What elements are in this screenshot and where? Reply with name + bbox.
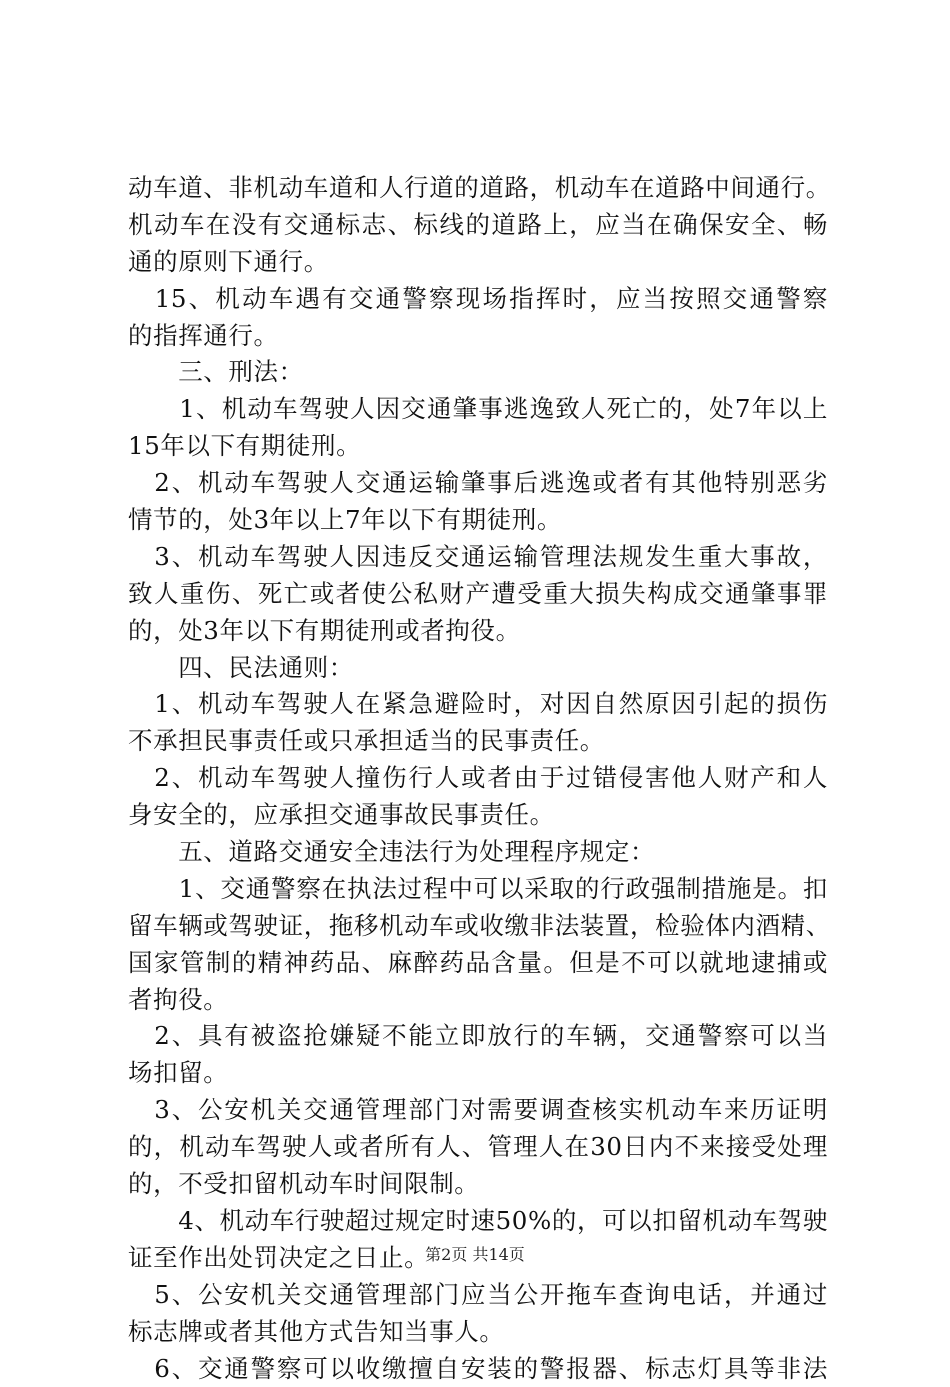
text-line: 6、交通警察可以收缴擅自安装的警报器、标志灯具等非法 [128,1351,828,1387]
page-number-footer: 第2页 共14页 [0,1242,950,1265]
text-line: 的，不受扣留机动车时间限制。 [128,1166,828,1203]
document-body [128,170,828,1387]
text-line: 1、机动车驾驶人因交通肇事逃逸致人死亡的，处7年以上 [128,391,828,428]
text-line: 者拘役。 [128,982,828,1019]
text-line: 2、具有被盗抢嫌疑不能立即放行的车辆，交通警察可以当 [128,1018,828,1055]
text-line: 国家管制的精神药品、麻醉药品含量。但是不可以就地逮捕或 [128,945,828,982]
text-line: 15、机动车遇有交通警察现场指挥时，应当按照交通警察 [128,281,828,318]
text-line: 致人重伤、死亡或者使公私财产遭受重大损失构成交通肇事罪 [128,576,828,613]
section-heading: 五、道路交通安全违法行为处理程序规定： [128,834,828,871]
text-line: 15年以下有期徒刑。 [128,428,828,465]
text-line: 证至作出处罚决定之日止。 [128,1240,828,1277]
section-heading: 三、刑法： [128,354,828,391]
text-line: 场扣留。 [128,1055,828,1092]
text-line: 2、机动车驾驶人交通运输肇事后逃逸或者有其他特别恶劣 [128,465,828,502]
text-line: 留车辆或驾驶证，拖移机动车或收缴非法装置，检验体内酒精、 [128,908,828,945]
text-line: 2、机动车驾驶人撞伤行人或者由于过错侵害他人财产和人 [128,760,828,797]
text-line: 1、交通警察在执法过程中可以采取的行政强制措施是。扣 [128,871,828,908]
section-heading: 四、民法通则： [128,650,828,687]
text-line: 3、机动车驾驶人因违反交通运输管理法规发生重大事故， [128,539,828,576]
text-line: 不承担民事责任或只承担适当的民事责任。 [128,723,828,760]
text-line: 的指挥通行。 [128,318,828,355]
text-line: 4、机动车行驶超过规定时速50%的，可以扣留机动车驾驶 [128,1203,828,1240]
text-line: 1、机动车驾驶人在紧急避险时，对因自然原因引起的损伤 [128,686,828,723]
text-line: 5、公安机关交通管理部门应当公开拖车查询电话，并通过 [128,1277,828,1314]
text-line: 的，处3年以下有期徒刑或者拘役。 [128,613,828,650]
text-line: 动车道、非机动车道和人行道的道路，机动车在道路中间通行。 [128,170,828,207]
text-line: 通的原则下通行。 [128,244,828,281]
text-line: 情节的，处3年以上7年以下有期徒刑。 [128,502,828,539]
text-line: 的，机动车驾驶人或者所有人、管理人在30日内不来接受处理 [128,1129,828,1166]
text-line: 机动车在没有交通标志、标线的道路上，应当在确保安全、畅 [128,207,828,244]
text-line: 身安全的，应承担交通事故民事责任。 [128,797,828,834]
text-line: 标志牌或者其他方式告知当事人。 [128,1314,828,1351]
text-line: 3、公安机关交通管理部门对需要调查核实机动车来历证明 [128,1092,828,1129]
